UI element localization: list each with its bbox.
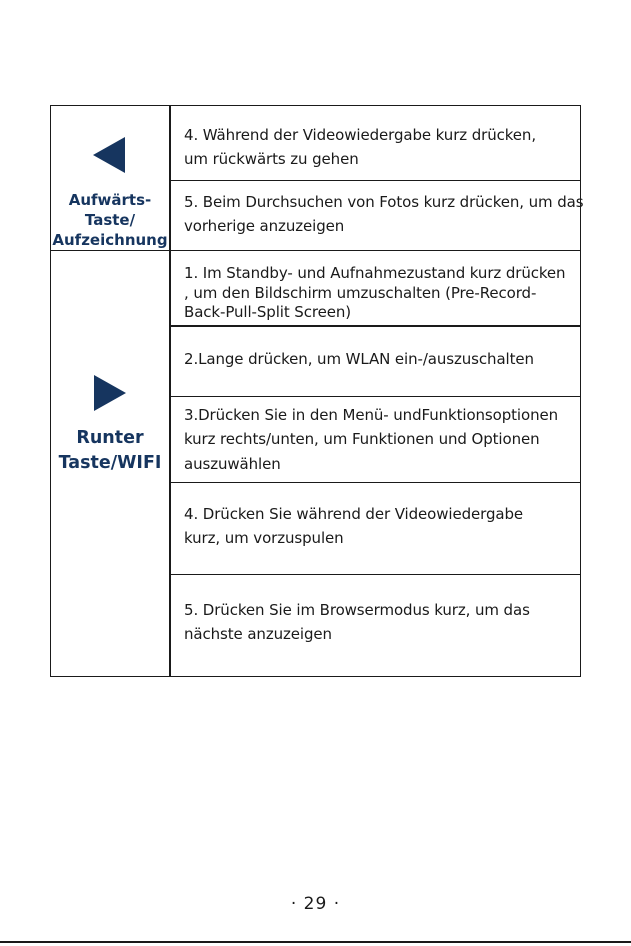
instruction-line: 4. Drücken Sie während der Videowiedergabe [184, 505, 524, 523]
instruction-line: 1. Im Standby- und Aufnahmezustand kurz drücken [184, 264, 566, 282]
instruction-line: auszuwählen [184, 454, 281, 473]
instruction-line: kurz rechts/unten, um Funktionen und Optionen [184, 430, 540, 449]
instruction-line: 3.Drücken Sie in den Menü- undFunktionsoptionen [184, 406, 559, 424]
instruction-item [184, 264, 565, 323]
instruction-line: 5. Beim Durchsuchen von Fotos kurz drücken, um das [184, 193, 584, 211]
instruction-item [184, 123, 536, 172]
instruction-line: Back-Pull-Split Screen) [184, 303, 352, 321]
instruction-line: vorherige anzuzeigen [184, 217, 345, 236]
row-label-line: Aufzeichnung [52, 230, 168, 249]
row-label-line: Runter [76, 428, 144, 448]
row-label-line: Taste/ [84, 210, 136, 229]
instruction-line: kurz, um vorzuspulen [184, 529, 344, 548]
triangle-right-icon [93, 374, 127, 412]
instruction-line: 4. Während der Videowiedergabe kurz drücken, [184, 126, 537, 144]
instruction-item [184, 502, 523, 551]
instruction-line: um rückwärts zu gehen [184, 150, 359, 169]
bottom-divider [0, 941, 631, 943]
row-label-down-wifi [50, 426, 170, 476]
instruction-item [184, 403, 558, 476]
instruction-item [184, 190, 583, 239]
instruction-item [184, 598, 530, 647]
row-label-line: Taste/WIFI [58, 452, 162, 473]
instruction-line: , um den Bildschirm umzuschalten (Pre-Record- [184, 283, 537, 302]
instruction-line: nächste anzuzeigen [184, 625, 332, 644]
page-number: · 29 · [290, 894, 341, 914]
triangle-left-icon [92, 136, 126, 174]
instruction-line: 5. Drücken Sie im Browsermodus kurz, um das [184, 601, 530, 619]
instruction-item [184, 347, 534, 371]
instruction-line: 2.Lange drücken, um WLAN ein-/auszuschalten [184, 350, 534, 368]
row-label-line: Aufwärts- [68, 191, 152, 209]
row-label-up-record [50, 191, 170, 251]
